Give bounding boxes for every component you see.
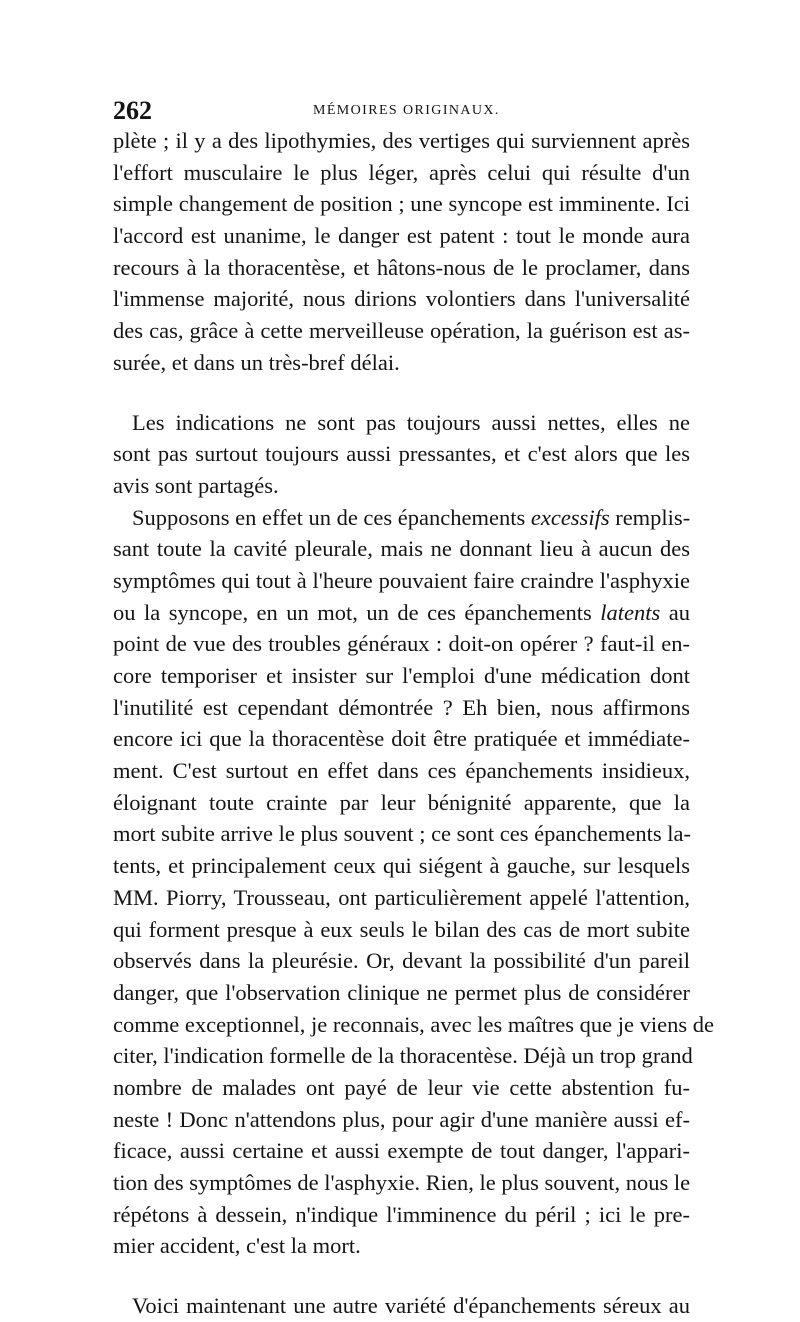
- paragraph-gap: [113, 1262, 690, 1290]
- text-line: danger, que l'observation clinique ne permet plus de considérer: [113, 979, 690, 1005]
- text-line: mier accident, c'est la mort.: [113, 1233, 361, 1259]
- italic-term: latents: [600, 599, 661, 625]
- paragraph: [113, 502, 715, 1263]
- text-line: observés dans la pleurésie. Or, devant la possibilité d'un pareil: [113, 948, 690, 974]
- text-line: [113, 597, 690, 629]
- paragraph: [113, 407, 690, 502]
- text-line: tion des symptômes de l'asphyxie. Rien, le plus souvent, nous le: [113, 1170, 691, 1195]
- text-line: mort subite arrive le plus souvent ; ce sont ces épanchements la-: [113, 821, 691, 847]
- text-segment: ou la syncope, en un mot, un de ces épanchements: [113, 599, 592, 625]
- text-line: symptômes qui tout à l'heure pouvaient faire craindre l'asphyxie: [113, 567, 690, 593]
- text-line: nombre de malades ont payé de leur vie cette abstention fu-: [113, 1074, 690, 1100]
- text-segment: Supposons en effet un de ces épanchements: [132, 504, 526, 530]
- text-line: ficace, aussi certaine et aussi exempte de tout danger, l'appari-: [113, 1138, 690, 1164]
- text-line: tents, et principalement ceux qui siégent à gauche, sur lesquels: [113, 853, 690, 879]
- text-line: ment. C'est surtout en effet dans ces épanchements insidieux,: [113, 758, 690, 784]
- text-segment: au: [668, 599, 691, 625]
- text-line: encore ici que la thoracentèse doit être pratiquée et immédiate-: [113, 726, 690, 752]
- paragraph: [113, 1290, 690, 1322]
- text-line: MM. Piorry, Trousseau, ont particulièrement appelé l'attention,: [113, 884, 690, 910]
- text-line: Les indications ne sont pas toujours aussi nettes, elles ne: [132, 409, 690, 435]
- text-line: répétons à dessein, n'indique l'imminence du péril ; ici le pre-: [113, 1201, 690, 1227]
- text-line: avis sont partagés.: [113, 472, 279, 498]
- text-line: comme exceptionnel, je reconnais, avec les maîtres que je viens de: [113, 1011, 715, 1037]
- text-line: core temporiser et insister sur l'emploi d'une médication dont: [113, 663, 690, 688]
- text-line: l'immense majorité, nous dirions volontiers dans l'universalité: [113, 286, 690, 312]
- text-line: Voici maintenant une autre variété d'épanchements séreux au: [132, 1293, 690, 1319]
- text-line: qui forment presque à eux seuls le bilan des cas de mort subite: [113, 916, 690, 942]
- text-line: point de vue des troubles généraux : doit-on opérer ? faut-il en-: [113, 631, 690, 657]
- paragraph-gap: [113, 379, 690, 407]
- text-line: sont pas surtout toujours aussi pressantes, et c'est alors que les: [113, 441, 690, 467]
- text-line: [113, 502, 690, 534]
- italic-term: excessifs: [530, 504, 610, 530]
- page-header: [113, 96, 690, 126]
- text-line: l'inutilité est cependant démontrée ? Eh bien, nous affirmons: [113, 694, 690, 720]
- body-text: [113, 125, 715, 1322]
- text-line: surée, et dans un très-bref délai.: [113, 349, 400, 375]
- text-line: neste ! Donc n'attendons plus, pour agir d'une manière aussi ef-: [113, 1106, 690, 1132]
- text-line: sant toute la cavité pleurale, mais ne donnant lieu à aucun des: [113, 536, 690, 562]
- paragraph: [113, 125, 690, 379]
- running-title: MÉMOIRES ORIGINAUX.: [313, 103, 500, 118]
- text-line: recours à la thoracentèse, et hâtons-nous de le proclamer, dans: [113, 254, 690, 280]
- text-line: l'accord est unanime, le danger est patent : tout le monde aura: [113, 223, 690, 249]
- text-line: des cas, grâce à cette merveilleuse opération, la guérison est as-: [113, 318, 690, 344]
- text-segment: remplis-: [615, 504, 691, 530]
- text-line: plète ; il y a des lipothymies, des vertiges qui surviennent après: [113, 128, 690, 153]
- text-line: citer, l'indication formelle de la thoracentèse. Déjà un trop grand: [113, 1043, 693, 1069]
- text-line: éloignant toute crainte par leur bénignité apparente, que la: [113, 789, 690, 815]
- text-line: l'effort musculaire le plus léger, après celui qui résulte d'un: [113, 159, 690, 185]
- page-number: 262: [113, 96, 152, 125]
- text-line: simple changement de position ; une syncope est imminente. Ici: [113, 191, 690, 217]
